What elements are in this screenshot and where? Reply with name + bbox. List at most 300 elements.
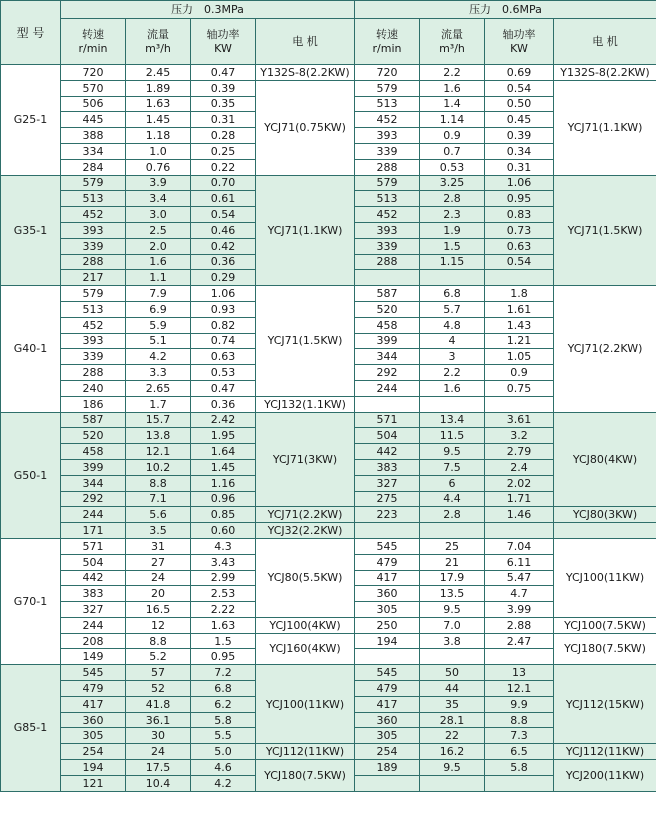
power-cell: 5.0 [191,744,256,760]
speed-cell: 479 [355,681,420,697]
flow-cell: 22 [420,728,485,744]
power-cell: 0.45 [485,112,554,128]
speed-cell: 327 [355,475,420,491]
speed-cell [355,775,420,791]
model-group [1,286,656,412]
power-cell: 0.36 [191,396,256,412]
flow-cell: 11.5 [420,428,485,444]
power-cell: 0.31 [191,112,256,128]
speed-cell: 545 [61,665,126,681]
power-cell: 6.5 [485,744,554,760]
motor-cell: YCJ112(11KW) [256,744,355,760]
speed-cell: 305 [355,602,420,618]
power-cell: 8.8 [485,712,554,728]
power-cell: 0.75 [485,380,554,396]
speed-cell: 393 [355,222,420,238]
motor-header: 电 机 [554,19,656,65]
power-cell: 0.96 [191,491,256,507]
power-cell: 1.43 [485,317,554,333]
power-cell: 0.83 [485,207,554,223]
speed-cell: 479 [61,681,126,697]
flow-cell: 3.25 [420,175,485,191]
speed-cell: 254 [355,744,420,760]
table-row [1,507,656,523]
power-cell [485,396,554,412]
model-group [1,65,656,176]
model-cell: G70-1 [1,538,61,664]
speed-cell: 149 [61,649,126,665]
motor-cell: YCJ71(1.1KW) [256,175,355,286]
motor-cell: YCJ71(1.5KW) [554,175,656,286]
speed-cell: 545 [355,538,420,554]
model-cell: G35-1 [1,175,61,286]
flow-cell [420,396,485,412]
flow-header: 流量 m³/h [420,19,485,65]
speed-cell: 452 [355,207,420,223]
power-cell: 0.29 [191,270,256,286]
speed-cell: 208 [61,633,126,649]
flow-cell: 36.1 [126,712,191,728]
flow-cell: 27 [126,554,191,570]
speed-cell: 445 [61,112,126,128]
motor-cell: YCJ100(11KW) [256,665,355,744]
power-cell: 1.46 [485,507,554,523]
motor-cell: YCJ112(11KW) [554,744,656,760]
speed-cell: 520 [355,301,420,317]
flow-cell: 24 [126,744,191,760]
flow-cell: 41.8 [126,696,191,712]
motor-cell: YCJ100(7.5KW) [554,617,656,633]
power-cell: 2.42 [191,412,256,428]
flow-cell: 7.5 [420,459,485,475]
power-cell: 2.53 [191,586,256,602]
power-cell: 6.2 [191,696,256,712]
speed-cell: 442 [61,570,126,586]
speed-header: 转速 r/min [355,19,420,65]
motor-cell: YCJ80(3KW) [554,507,656,523]
flow-cell: 35 [420,696,485,712]
flow-cell: 2.2 [420,365,485,381]
power-cell: 5.8 [485,760,554,776]
speed-cell: 194 [355,633,420,649]
speed-cell: 121 [61,775,126,791]
speed-cell: 579 [61,175,126,191]
flow-cell: 1.18 [126,128,191,144]
speed-cell: 250 [355,617,420,633]
speed-cell: 452 [61,207,126,223]
flow-cell: 4 [420,333,485,349]
flow-cell: 1.63 [126,96,191,112]
flow-cell: 7.0 [420,617,485,633]
flow-cell: 3.3 [126,365,191,381]
power-cell: 1.06 [191,286,256,302]
speed-cell: 339 [61,238,126,254]
power-cell: 4.2 [191,775,256,791]
motor-cell: YCJ180(7.5KW) [554,633,656,665]
motor-cell: YCJ160(4KW) [256,633,355,665]
speed-cell: 458 [355,317,420,333]
speed-cell: 399 [355,333,420,349]
flow-cell: 1.15 [420,254,485,270]
motor-cell: YCJ180(7.5KW) [256,760,355,792]
speed-cell: 479 [355,554,420,570]
speed-cell: 399 [61,459,126,475]
power-header: 轴功率 KW [485,19,554,65]
power-cell: 0.46 [191,222,256,238]
flow-cell: 6 [420,475,485,491]
flow-cell: 5.1 [126,333,191,349]
flow-cell: 52 [126,681,191,697]
flow-cell: 2.8 [420,507,485,523]
speed-cell: 393 [61,222,126,238]
power-cell: 3.99 [485,602,554,618]
power-cell: 1.06 [485,175,554,191]
flow-cell: 12 [126,617,191,633]
flow-cell [420,270,485,286]
power-cell: 0.9 [485,365,554,381]
power-cell: 0.35 [191,96,256,112]
power-cell: 2.88 [485,617,554,633]
motor-cell: YCJ32(2.2KW) [256,523,355,539]
power-cell: 5.5 [191,728,256,744]
power-cell: 1.63 [191,617,256,633]
flow-cell: 1.14 [420,112,485,128]
power-header: 轴功率 KW [191,19,256,65]
speed-cell: 506 [61,96,126,112]
power-cell: 7.3 [485,728,554,744]
speed-cell: 452 [355,112,420,128]
power-cell: 0.69 [485,65,554,81]
speed-cell: 305 [355,728,420,744]
flow-cell: 2.3 [420,207,485,223]
flow-cell: 7.1 [126,491,191,507]
model-cell: G25-1 [1,65,61,176]
speed-cell: 254 [61,744,126,760]
speed-cell: 587 [61,412,126,428]
model-cell: G40-1 [1,286,61,412]
power-cell: 0.25 [191,143,256,159]
flow-cell: 25 [420,538,485,554]
power-cell: 1.61 [485,301,554,317]
speed-cell: 513 [61,191,126,207]
speed-cell: 244 [61,617,126,633]
flow-cell: 9.5 [420,444,485,460]
power-cell: 7.2 [191,665,256,681]
power-cell: 0.61 [191,191,256,207]
power-cell: 0.73 [485,222,554,238]
speed-cell: 417 [61,696,126,712]
power-cell: 0.53 [191,365,256,381]
flow-cell: 1.7 [126,396,191,412]
power-cell: 1.16 [191,475,256,491]
model-cell: G85-1 [1,665,61,791]
model-group [1,412,656,538]
table-row [1,523,656,539]
flow-cell: 1.89 [126,80,191,96]
power-cell: 0.95 [485,191,554,207]
flow-cell [420,523,485,539]
table-row [1,538,656,554]
power-cell: 1.95 [191,428,256,444]
speed-cell: 545 [355,665,420,681]
power-cell: 2.4 [485,459,554,475]
flow-cell: 12.1 [126,444,191,460]
speed-cell: 458 [61,444,126,460]
flow-cell: 24 [126,570,191,586]
table-row [1,175,656,191]
power-cell: 0.42 [191,238,256,254]
motor-cell: YCJ80(4KW) [554,412,656,507]
flow-cell: 6.9 [126,301,191,317]
speed-cell [355,523,420,539]
speed-cell: 442 [355,444,420,460]
flow-cell: 21 [420,554,485,570]
power-cell: 0.54 [191,207,256,223]
flow-cell: 57 [126,665,191,681]
speed-cell: 417 [355,696,420,712]
flow-cell [420,775,485,791]
speed-cell: 383 [61,586,126,602]
power-cell: 0.85 [191,507,256,523]
flow-cell: 10.4 [126,775,191,791]
model-header: 型 号 [1,1,61,65]
power-cell: 0.63 [485,238,554,254]
power-cell: 3.61 [485,412,554,428]
speed-cell: 288 [355,159,420,175]
speed-cell: 513 [61,301,126,317]
speed-cell: 383 [355,459,420,475]
flow-cell: 4.4 [420,491,485,507]
flow-cell: 28.1 [420,712,485,728]
power-cell: 0.82 [191,317,256,333]
power-cell: 3.2 [485,428,554,444]
power-cell: 0.47 [191,380,256,396]
power-cell: 4.3 [191,538,256,554]
flow-cell: 2.0 [126,238,191,254]
power-cell: 0.63 [191,349,256,365]
flow-cell: 1.6 [420,80,485,96]
speed-cell: 571 [61,538,126,554]
flow-cell: 9.5 [420,602,485,618]
flow-cell: 44 [420,681,485,697]
power-cell: 6.8 [191,681,256,697]
motor-cell: YCJ80(5.5KW) [256,538,355,617]
speed-cell: 587 [355,286,420,302]
flow-cell: 1.0 [126,143,191,159]
speed-cell: 579 [355,175,420,191]
flow-cell: 2.2 [420,65,485,81]
flow-cell: 3 [420,349,485,365]
power-cell: 0.93 [191,301,256,317]
flow-cell: 1.1 [126,270,191,286]
motor-header: 电 机 [256,19,355,65]
flow-cell: 3.8 [420,633,485,649]
motor-cell: YCJ71(1.1KW) [554,80,656,175]
motor-cell: YCJ100(11KW) [554,538,656,617]
power-cell: 1.71 [485,491,554,507]
flow-cell: 6.8 [420,286,485,302]
speed-cell: 570 [61,80,126,96]
model-cell: G50-1 [1,412,61,538]
speed-cell: 393 [355,128,420,144]
flow-cell: 2.8 [420,191,485,207]
speed-cell: 292 [61,491,126,507]
power-cell [485,775,554,791]
speed-cell: 720 [61,65,126,81]
speed-cell: 344 [355,349,420,365]
speed-cell: 344 [61,475,126,491]
speed-cell: 275 [355,491,420,507]
power-cell: 0.50 [485,96,554,112]
flow-cell: 13.8 [126,428,191,444]
power-cell: 2.47 [485,633,554,649]
power-cell: 0.54 [485,80,554,96]
flow-cell: 3.5 [126,523,191,539]
speed-cell: 720 [355,65,420,81]
power-cell: 0.54 [485,254,554,270]
table-row [1,65,656,81]
speed-cell: 240 [61,380,126,396]
motor-cell: YCJ71(2.2KW) [256,507,355,523]
speed-cell: 217 [61,270,126,286]
speed-cell: 339 [355,143,420,159]
speed-cell: 244 [355,380,420,396]
flow-cell: 5.6 [126,507,191,523]
power-cell: 3.43 [191,554,256,570]
model-group [1,175,656,286]
power-cell [485,523,554,539]
speed-cell: 360 [61,712,126,728]
speed-cell: 339 [355,238,420,254]
speed-cell: 571 [355,412,420,428]
flow-cell: 8.8 [126,475,191,491]
flow-cell: 15.7 [126,412,191,428]
model-group [1,538,656,664]
motor-cell: YCJ200(11KW) [554,760,656,792]
speed-cell: 305 [61,728,126,744]
flow-cell: 17.9 [420,570,485,586]
power-cell: 1.05 [485,349,554,365]
flow-cell: 5.2 [126,649,191,665]
power-cell: 7.04 [485,538,554,554]
flow-cell: 20 [126,586,191,602]
flow-cell: 4.2 [126,349,191,365]
motor-cell [554,523,656,539]
speed-cell: 189 [355,760,420,776]
speed-cell: 360 [355,712,420,728]
flow-cell: 4.8 [420,317,485,333]
flow-cell: 13.4 [420,412,485,428]
flow-cell: 5.9 [126,317,191,333]
flow-cell: 0.76 [126,159,191,175]
flow-cell: 8.8 [126,633,191,649]
power-cell: 4.7 [485,586,554,602]
power-cell: 0.39 [485,128,554,144]
speed-cell: 579 [355,80,420,96]
speed-cell [355,396,420,412]
table-row [1,617,656,633]
motor-cell: Y132S-8(2.2KW) [554,65,656,81]
motor-cell: Y132S-8(2.2KW) [256,65,355,81]
motor-cell: YCJ71(3KW) [256,412,355,507]
flow-cell: 13.5 [420,586,485,602]
speed-cell: 393 [61,333,126,349]
motor-cell: YCJ71(0.75KW) [256,80,355,175]
table-row [1,286,656,302]
flow-cell: 2.5 [126,222,191,238]
speed-cell: 520 [61,428,126,444]
power-cell: 2.22 [191,602,256,618]
flow-cell: 1.9 [420,222,485,238]
flow-cell: 0.53 [420,159,485,175]
power-cell: 0.39 [191,80,256,96]
flow-cell: 3.0 [126,207,191,223]
speed-cell: 417 [355,570,420,586]
flow-cell: 3.4 [126,191,191,207]
power-cell: 0.31 [485,159,554,175]
table-row [1,744,656,760]
power-cell: 5.47 [485,570,554,586]
power-cell: 2.79 [485,444,554,460]
power-cell: 0.34 [485,143,554,159]
speed-cell: 334 [61,143,126,159]
speed-cell: 513 [355,191,420,207]
power-cell: 0.36 [191,254,256,270]
speed-cell: 288 [61,365,126,381]
power-cell: 12.1 [485,681,554,697]
power-cell: 0.74 [191,333,256,349]
power-cell: 0.22 [191,159,256,175]
speed-cell: 194 [61,760,126,776]
power-cell: 1.64 [191,444,256,460]
motor-cell: YCJ132(1.1KW) [256,396,355,412]
power-cell: 2.02 [485,475,554,491]
speed-cell: 186 [61,396,126,412]
speed-cell: 288 [61,254,126,270]
power-cell: 5.8 [191,712,256,728]
speed-cell: 452 [61,317,126,333]
power-cell: 0.70 [191,175,256,191]
pressure-header-0.3: 压力 0.3MPa [61,1,355,19]
model-group [1,665,656,791]
speed-cell: 284 [61,159,126,175]
table-row [1,760,656,776]
speed-header: 转速 r/min [61,19,126,65]
table-row [1,665,656,681]
flow-header: 流量 m³/h [126,19,191,65]
flow-cell: 31 [126,538,191,554]
speed-cell: 292 [355,365,420,381]
speed-cell: 513 [355,96,420,112]
flow-cell: 7.9 [126,286,191,302]
flow-cell: 0.9 [420,128,485,144]
speed-cell: 327 [61,602,126,618]
motor-cell: YCJ71(2.2KW) [554,286,656,412]
power-cell: 0.47 [191,65,256,81]
power-cell: 1.5 [191,633,256,649]
flow-cell: 50 [420,665,485,681]
speed-cell: 171 [61,523,126,539]
power-cell [485,649,554,665]
power-cell: 13 [485,665,554,681]
speed-cell: 504 [355,428,420,444]
flow-cell: 16.2 [420,744,485,760]
power-cell: 0.60 [191,523,256,539]
table-row [1,412,656,428]
speed-cell: 288 [355,254,420,270]
flow-cell: 17.5 [126,760,191,776]
power-cell: 6.11 [485,554,554,570]
